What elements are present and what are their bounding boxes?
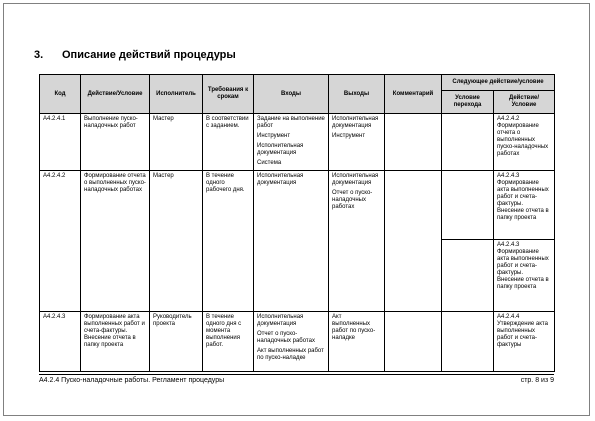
cell-next-condition	[442, 171, 494, 240]
cell-code: A4.2.4.2	[40, 171, 81, 312]
cell-deadline: В течение одного рабочего дня.	[203, 171, 254, 312]
input-item: Исполнительная документация	[257, 173, 304, 186]
section-heading	[34, 49, 236, 61]
cell-comment	[385, 312, 442, 372]
cell-deadline: В течение одного дня с момента выполнения работ.	[203, 312, 254, 372]
section-title: Описание действий процедуры	[62, 49, 236, 61]
output-item: Исполнительная документация	[332, 173, 379, 186]
cell-next-action: A4.2.4.3 Формирование акта выполненных работ и счета-фактуры. Внесение отчета в папку проекта	[494, 240, 555, 312]
cell-inputs	[254, 171, 329, 312]
output-item: Отчет о пуско-наладочных работах	[332, 190, 373, 210]
header-next-group: Следующее действие/условие	[442, 75, 555, 91]
input-item: Исполнительная документация	[257, 314, 304, 327]
output-item: Исполнительная документация	[332, 116, 379, 129]
header-action: Действие/Условие	[81, 75, 150, 114]
output-item: Акт выполненных работ по пуско-наладке	[332, 314, 376, 341]
header-deadline: Требования к срокам	[203, 75, 254, 114]
input-item: Акт выполненных работ по пуско-наладке	[257, 348, 324, 361]
header-code: Код	[40, 75, 81, 114]
footer-divider	[39, 374, 554, 375]
cell-outputs	[329, 312, 385, 372]
input-item: Инструмент	[257, 133, 291, 139]
cell-action: Выполнение пуско-наладочных работ	[81, 114, 150, 171]
input-item: Задание на выполнение работ	[257, 116, 325, 129]
cell-outputs	[329, 171, 385, 312]
cell-next-condition	[442, 312, 494, 372]
cell-executor: Мастер	[150, 114, 203, 171]
input-item: Система	[257, 160, 282, 166]
footer-page-number: стр. 8 из 9	[520, 377, 554, 384]
cell-next-condition	[442, 240, 494, 312]
cell-next-action: A4.2.4.4 Утверждение акта выполненных работ и счета-фактуры	[494, 312, 555, 372]
header-outputs: Выходы	[329, 75, 385, 114]
cell-action: Формирование отчета о выполненных пуско-наладочных работах	[81, 171, 150, 312]
table-row	[40, 171, 555, 240]
footer-document-title: А4.2.4 Пуско-наладочные работы. Регламент процедуры	[39, 377, 225, 384]
cell-code: A4.2.4.1	[40, 114, 81, 171]
cell-comment	[385, 114, 442, 171]
cell-outputs	[329, 114, 385, 171]
output-item: Инструмент	[332, 133, 366, 139]
input-item: Отчет о пуско-наладочных работах	[257, 331, 315, 344]
cell-comment	[385, 171, 442, 312]
header-comment: Комментарий	[385, 75, 442, 114]
cell-inputs	[254, 312, 329, 372]
cell-inputs	[254, 114, 329, 171]
header-executor: Исполнитель	[150, 75, 203, 114]
cell-deadline: В соответствии с заданием.	[203, 114, 254, 171]
cell-next-action: A4.2.4.3 Формирование акта выполненных работ и счета-фактуры. Внесение отчета в папку проекта	[494, 171, 555, 240]
table-row	[40, 114, 555, 171]
header-next-condition: Условие перехода	[442, 91, 494, 114]
header-next-action: Действие/ Условие	[494, 91, 555, 114]
cell-next-action: A4.2.4.2 Формирование отчета о выполненных пуско-наладочных работах	[494, 114, 555, 171]
input-item: Исполнительная документация	[257, 143, 304, 156]
cell-executor: Мастер	[150, 171, 203, 312]
section-number: 3.	[34, 49, 44, 61]
procedure-table	[39, 74, 555, 372]
cell-action: Формирование акта выполненных работ и счета-фактуры. Внесение отчета в папку проекта	[81, 312, 150, 372]
header-inputs: Входы	[254, 75, 329, 114]
cell-next-condition	[442, 114, 494, 171]
cell-executor: Руководитель проекта	[150, 312, 203, 372]
table-row	[40, 312, 555, 372]
cell-code: A4.2.4.3	[40, 312, 81, 372]
